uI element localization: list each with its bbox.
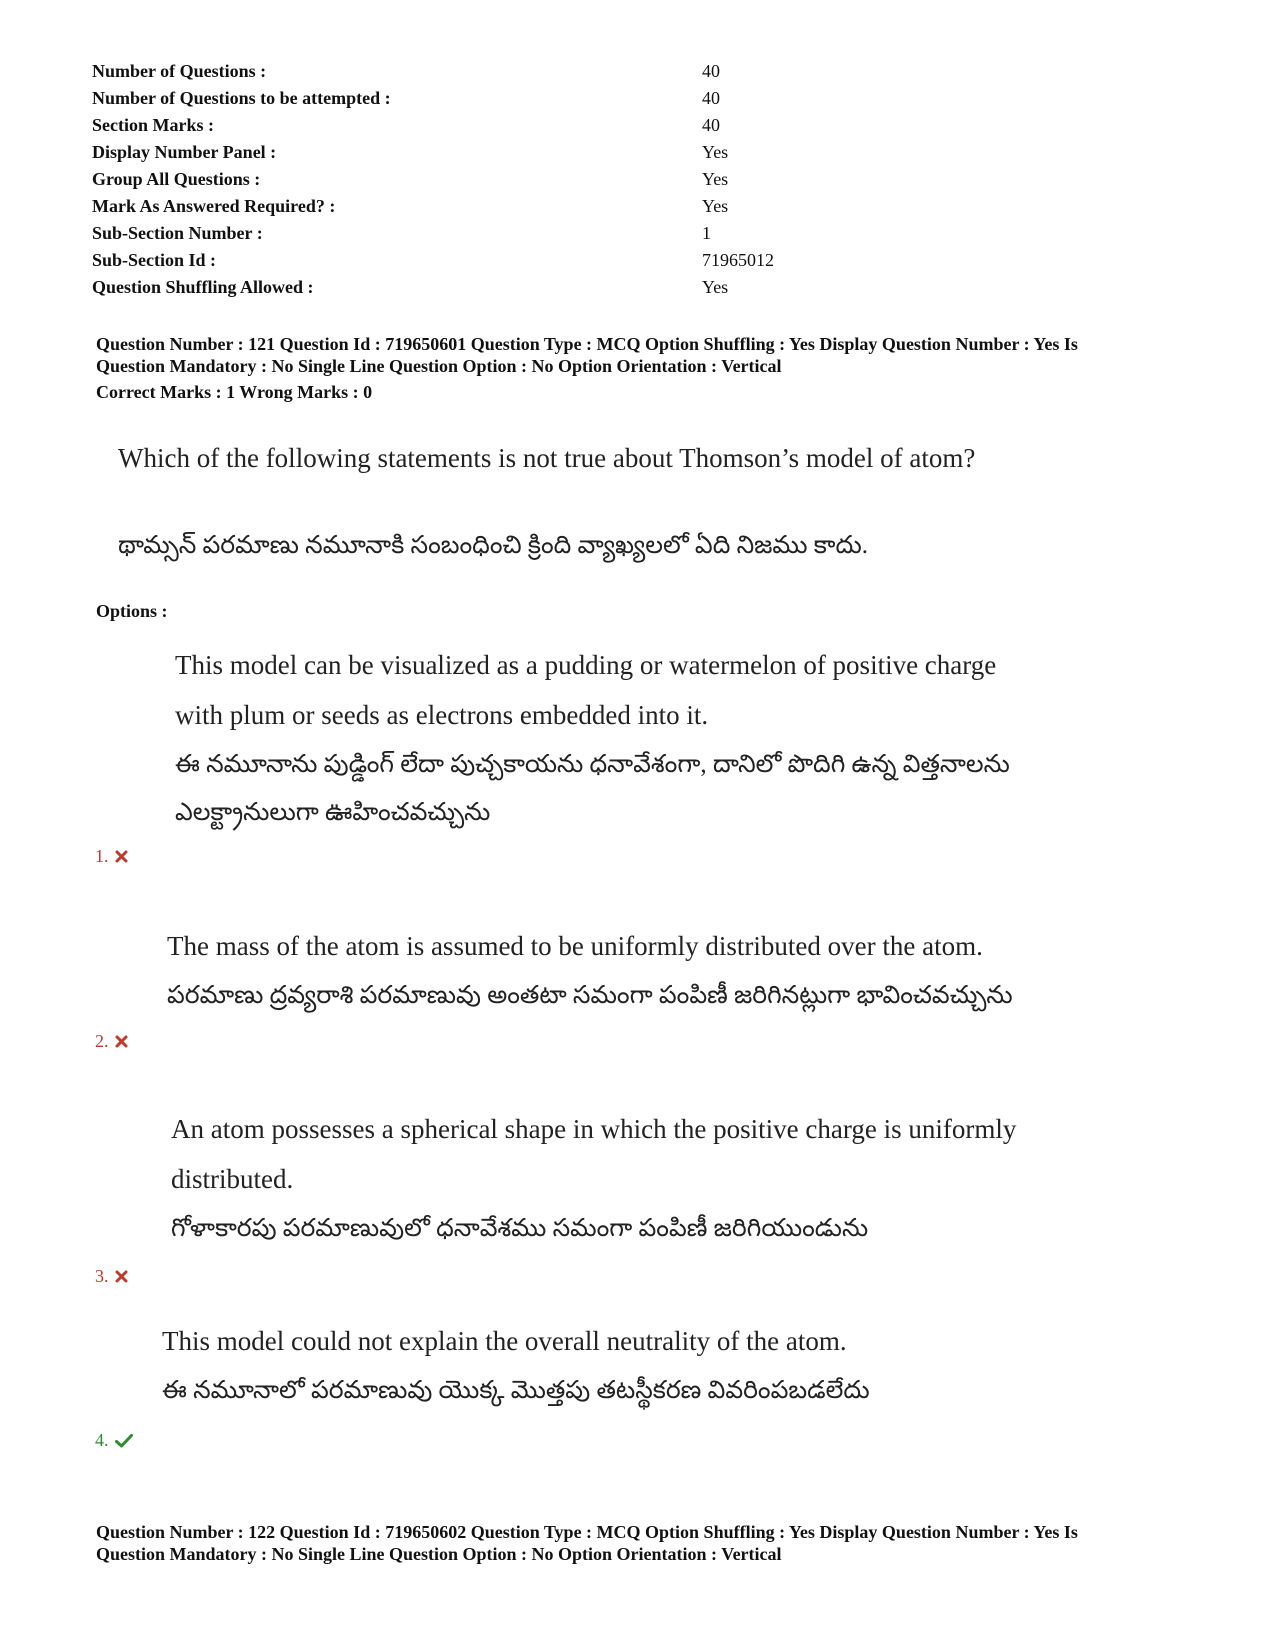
question-text-english: Which of the following statements is not true about Thomson’s model of atom? — [118, 443, 976, 473]
option-number — [95, 1031, 128, 1052]
info-label: Number of Questions : — [92, 61, 267, 81]
option-text-telugu: ఈ నమూనాను పుడ్డింగ్ లేదా పుచ్చకాయను ధనావేశంగా, దానిలో పొదిగి ఉన్న విత్తనాలను — [175, 751, 1010, 778]
option-number-label: 2. — [95, 1031, 109, 1051]
question-meta-line: Question Number : 122 Question Id : 719650602 Question Type : MCQ Option Shuffling : Yes Display Question Number : Yes Is — [96, 1522, 1078, 1542]
info-label: Sub-Section Id : — [92, 250, 217, 270]
info-row — [92, 220, 774, 247]
question-meta-line: Question Mandatory : No Single Line Question Option : No Option Orientation : Vertical — [96, 356, 782, 376]
info-row — [92, 58, 774, 85]
option-text-telugu: గోళాకారపు పరమాణువులో ధనావేశము సమంగా పంపిణీ జరిగియుండును — [171, 1215, 869, 1242]
info-label: Section Marks : — [92, 115, 214, 135]
marks-line: Correct Marks : 1 Wrong Marks : 0 — [96, 382, 373, 402]
info-label: Question Shuffling Allowed : — [92, 277, 314, 297]
info-value: 40 — [702, 61, 720, 81]
question-122-meta — [96, 1521, 1206, 1565]
options-label: Options : — [96, 601, 168, 621]
option-number-label: 4. — [95, 1430, 109, 1450]
option-text-telugu: ఈ నమూనాలో పరమాణువు యొక్క మొత్తపు తటస్థీకరణ వివరింపబడలేదు — [162, 1377, 870, 1404]
info-label: Number of Questions to be attempted : — [92, 88, 391, 108]
info-row — [92, 166, 774, 193]
info-value: Yes — [702, 169, 729, 189]
cross-icon — [115, 1270, 128, 1283]
option-text-english: with plum or seeds as electrons embedded into it. — [175, 700, 709, 730]
option-number — [95, 1430, 133, 1451]
option-text-english: An atom possesses a spherical shape in which the positive charge is uniformly — [171, 1114, 1017, 1144]
cross-icon — [115, 850, 128, 863]
option-text-english: distributed. — [171, 1164, 294, 1194]
info-label: Mark As Answered Required? : — [92, 196, 336, 216]
option-text-english: This model can be visualized as a pudding or watermelon of positive charge — [175, 650, 997, 680]
info-row — [92, 247, 774, 274]
question-meta-line: Question Mandatory : No Single Line Question Option : No Option Orientation : Vertical — [96, 1544, 782, 1564]
option-text-english: This model could not explain the overall neutrality of the atom. — [162, 1326, 847, 1356]
info-row — [92, 112, 774, 139]
info-label: Display Number Panel : — [92, 142, 277, 162]
info-label: Sub-Section Number : — [92, 223, 263, 243]
option-number — [95, 846, 128, 867]
info-value: 71965012 — [702, 250, 774, 270]
info-row — [92, 193, 774, 220]
option-number-label: 1. — [95, 846, 109, 866]
option-text-telugu: పరమాణు ద్రవ్యరాశి పరమాణువు అంతటా సమంగా పంపిణీ జరిగినట్లుగా భావించవచ్చును — [167, 982, 1013, 1009]
info-value: Yes — [702, 142, 729, 162]
option-text-english: The mass of the atom is assumed to be uniformly distributed over the atom. — [167, 931, 983, 961]
option-number-label: 3. — [95, 1266, 109, 1286]
question-meta-line: Question Number : 121 Question Id : 719650601 Question Type : MCQ Option Shuffling : Yes Display Question Number : Yes Is — [96, 334, 1078, 354]
info-value: Yes — [702, 196, 729, 216]
info-value: Yes — [702, 277, 729, 297]
info-value: 40 — [702, 115, 720, 135]
section-info-table — [92, 58, 774, 301]
info-label: Group All Questions : — [92, 169, 261, 189]
info-row — [92, 274, 774, 301]
info-row — [92, 139, 774, 166]
info-value: 1 — [702, 223, 711, 243]
info-row — [92, 85, 774, 112]
option-text-telugu: ఎలక్ట్రానులుగా ఊహించవచ్చును — [175, 799, 491, 826]
question-121-meta — [96, 333, 1206, 403]
question-text-telugu: థామ్సన్ పరమాణు నమూనాకి సంబంధించి క్రింది వ్యాఖ్యలలో ఏది నిజము కాదు. — [118, 532, 869, 559]
info-value: 40 — [702, 88, 720, 108]
option-number — [95, 1266, 128, 1287]
cross-icon — [115, 1035, 128, 1048]
check-icon — [115, 1434, 133, 1448]
